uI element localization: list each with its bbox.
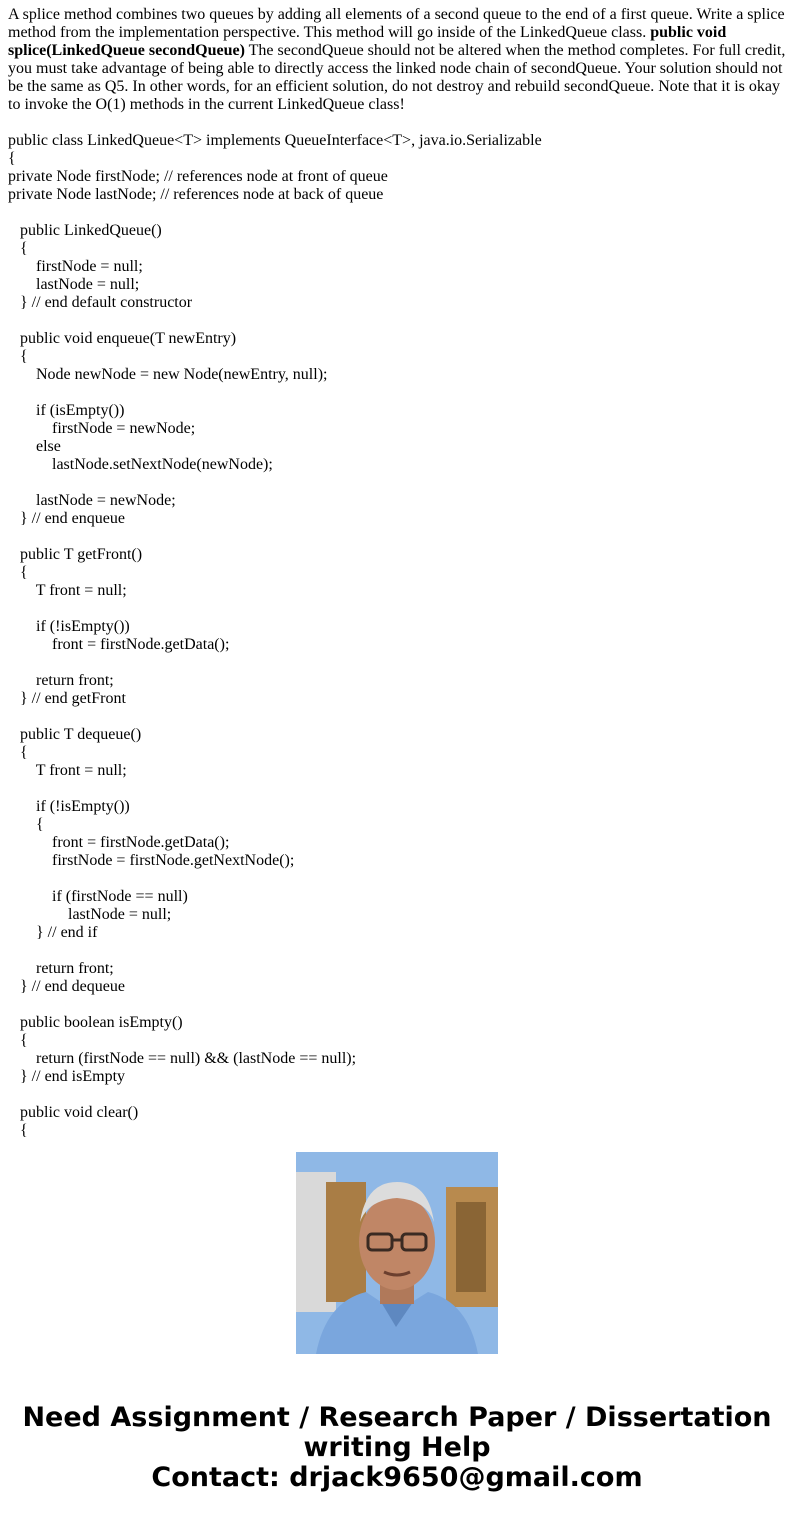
person-photo (296, 1152, 498, 1354)
code-line: { (8, 240, 28, 257)
method-signature: public void splice(LinkedQueue secondQueue) (8, 24, 727, 59)
code-line: } // end dequeue (8, 978, 125, 995)
footer-contact: Contact: drjack9650@gmail.com (151, 1462, 643, 1493)
code-line (8, 780, 786, 798)
code-line (8, 384, 786, 402)
code-line: firstNode = firstNode.getNextNode(); (8, 852, 295, 869)
code-line: } // end default constructor (8, 294, 193, 311)
document-body (8, 6, 786, 1139)
code-line: if (firstNode == null) (8, 888, 188, 905)
code-line: { (8, 744, 28, 761)
code-line: } // end getFront (8, 690, 126, 707)
contact-footer (0, 1403, 794, 1493)
avatar (296, 1152, 498, 1354)
code-line: firstNode = null; (8, 258, 143, 275)
code-line: lastNode = null; (8, 906, 172, 923)
code-line: public T getFront() (8, 546, 143, 563)
code-listing (8, 132, 786, 1139)
code-line: { (8, 348, 28, 365)
code-line (8, 996, 786, 1014)
code-line (8, 942, 786, 960)
problem-statement (8, 6, 786, 114)
code-line (8, 312, 786, 330)
code-line: public void clear() (8, 1104, 139, 1121)
code-line: lastNode = null; (8, 276, 140, 293)
code-line: return front; (8, 672, 114, 689)
code-line (8, 654, 786, 672)
code-line: front = firstNode.getData(); (8, 834, 230, 851)
code-line (8, 600, 786, 618)
code-line: Node newNode = new Node(newEntry, null); (8, 366, 328, 383)
footer-line-2: writing Help (303, 1432, 491, 1463)
footer-line-1: Need Assignment / Research Paper / Dissertation (22, 1402, 772, 1433)
code-line: { (8, 150, 16, 167)
code-line: return front; (8, 960, 114, 977)
code-line: if (isEmpty()) (8, 402, 125, 419)
code-line (8, 204, 786, 222)
code-line (8, 528, 786, 546)
code-line: { (8, 1032, 28, 1049)
code-line: { (8, 816, 44, 833)
code-line: } // end isEmpty (8, 1068, 126, 1085)
code-line: { (8, 564, 28, 581)
code-line (8, 474, 786, 492)
code-line: lastNode = newNode; (8, 492, 176, 509)
code-line: if (!isEmpty()) (8, 798, 130, 815)
code-line: firstNode = newNode; (8, 420, 196, 437)
code-line: { (8, 1122, 28, 1139)
code-line: private Node lastNode; // references node at back of queue (8, 186, 384, 203)
code-line: public T dequeue() (8, 726, 142, 743)
code-line: return (firstNode == null) && (lastNode == null); (8, 1050, 357, 1067)
code-line: public void enqueue(T newEntry) (8, 330, 237, 347)
code-line: private Node firstNode; // references node at front of queue (8, 168, 388, 185)
problem-text-before: A splice method combines two queues by adding all elements of a second queue to the end of a first queue. Write a splice method from the implementation perspective. This method will go inside of the LinkedQueue class. (8, 6, 785, 41)
code-line: if (!isEmpty()) (8, 618, 130, 635)
code-line: public LinkedQueue() (8, 222, 162, 239)
code-line: T front = null; (8, 762, 127, 779)
code-line: front = firstNode.getData(); (8, 636, 230, 653)
problem-text-after: The secondQueue should not be altered when the method completes. For full credit, you must take advantage of being able to directly access the linked node chain of secondQueue. Your solution should not be the same as Q5. In other words, for an efficient solution, do not destroy and rebuild secondQueue. Note that it is okay to invoke the O(1) methods in the current LinkedQueue class! (8, 42, 786, 113)
code-line: else (8, 438, 61, 455)
code-line: lastNode.setNextNode(newNode); (8, 456, 273, 473)
code-line: } // end if (8, 924, 98, 941)
code-line: public boolean isEmpty() (8, 1014, 183, 1031)
code-line: } // end enqueue (8, 510, 125, 527)
code-line (8, 870, 786, 888)
code-line (8, 708, 786, 726)
code-line: public class LinkedQueue<T> implements QueueInterface<T>, java.io.Serializable (8, 132, 542, 149)
code-line: T front = null; (8, 582, 127, 599)
code-line (8, 1086, 786, 1104)
